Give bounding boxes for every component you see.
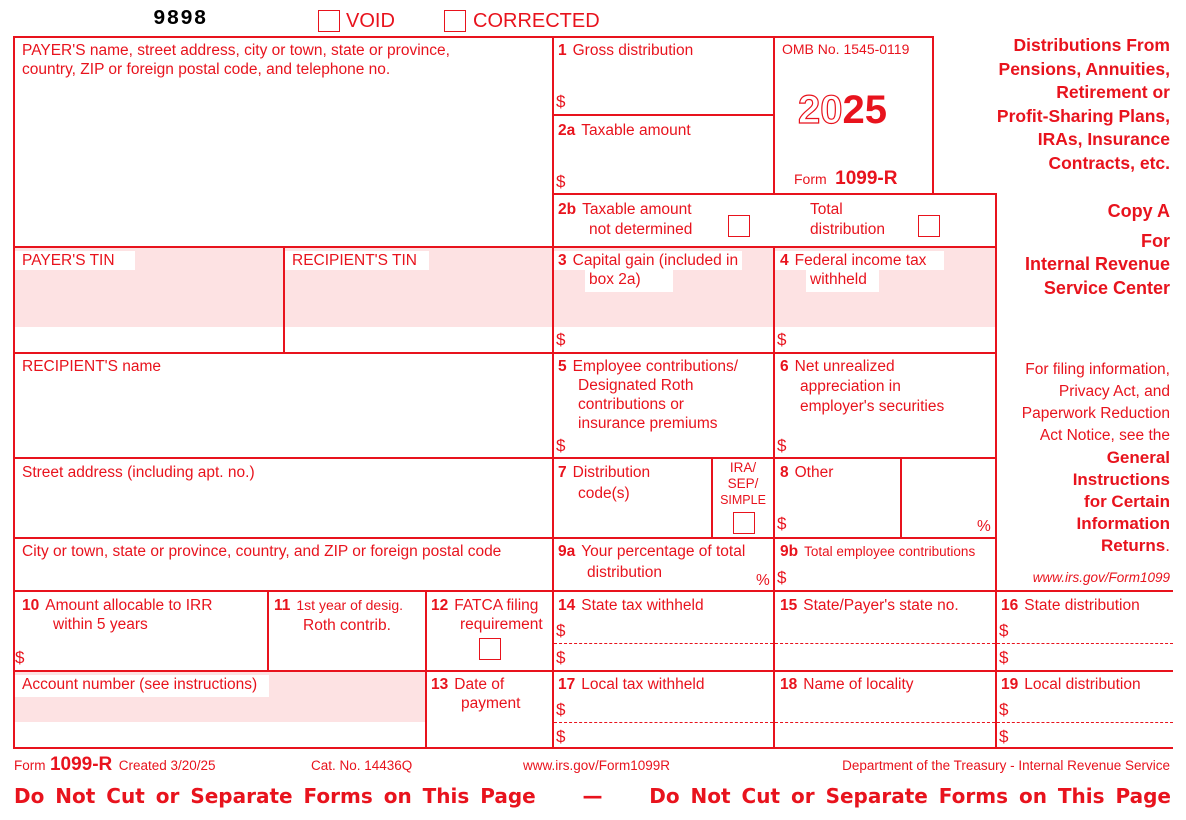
- box9b-number: 9b: [780, 543, 799, 560]
- box5-dollar: $: [556, 436, 566, 455]
- box5-label-line3: contributions or: [578, 396, 684, 413]
- copy-label: Copy A: [1107, 201, 1170, 221]
- box3-number: 3: [558, 252, 567, 269]
- box4-label-line2: withheld: [806, 270, 879, 292]
- box19-dollar-1: $: [999, 700, 1009, 719]
- instructions-block: [1022, 359, 1170, 557]
- box19-dollar-2: $: [999, 727, 1009, 746]
- box10-dollar: $: [15, 648, 25, 667]
- footer-department: Department of the Treasury - Internal Revenue Service: [842, 758, 1170, 773]
- box1-number: 1: [558, 42, 567, 59]
- copy-designation: [1025, 200, 1170, 300]
- box19-label: Local distribution: [1024, 676, 1141, 693]
- title-line-1: Distributions From: [1013, 35, 1170, 55]
- do-not-cut-left: Do Not Cut or Separate Forms on This Page: [14, 784, 536, 808]
- box8-label: Other: [794, 464, 834, 481]
- copy-line2: Service Center: [1043, 277, 1170, 298]
- form-title: [997, 34, 1170, 175]
- omb-form-word: Form: [794, 171, 827, 187]
- box4-dollar: $: [777, 330, 787, 349]
- box2a-dollar: $: [556, 172, 566, 191]
- box7-label-line1: Distribution: [572, 464, 651, 481]
- ira-line3: SIMPLE: [720, 493, 766, 507]
- box15-label: State/Payer's state no.: [803, 597, 959, 614]
- box6-label-line2: appreciation in: [800, 378, 901, 395]
- box6-label-line1: Net unrealized: [794, 358, 895, 375]
- box2a-label: Taxable amount: [581, 122, 691, 139]
- box9a-percent: %: [756, 572, 770, 589]
- box17-label: Local tax withheld: [581, 676, 705, 693]
- do-not-cut-right: Do Not Cut or Separate Forms on This Page: [649, 784, 1171, 808]
- box4-label-line1: Federal income tax: [794, 252, 927, 269]
- box15-number: 15: [780, 597, 798, 614]
- instructions-bold2: Instructions: [1072, 470, 1170, 489]
- box13-label-line2: payment: [461, 695, 521, 712]
- box8-percent: %: [977, 518, 991, 535]
- box8-dollar: $: [777, 514, 787, 533]
- box8-number: 8: [780, 464, 789, 481]
- ira-line1: IRA/: [729, 460, 757, 475]
- tax-year: [798, 88, 887, 132]
- instructions-url[interactable]: www.irs.gov/Form1099: [1032, 570, 1170, 585]
- footer-url[interactable]: www.irs.gov/Form1099R: [523, 758, 671, 773]
- footer-created: Created 3/20/25: [118, 758, 216, 773]
- box4-number: 4: [780, 252, 789, 269]
- box13-label-line1: Date of: [454, 676, 505, 693]
- box12-label-line2: requirement: [460, 616, 543, 633]
- box16-label: State distribution: [1024, 597, 1140, 614]
- box14-dollar-1: $: [556, 621, 566, 640]
- void-checkbox[interactable]: [318, 10, 340, 32]
- box14-number: 14: [558, 597, 576, 614]
- tax-year-suffix: 25: [842, 88, 887, 132]
- box11-number: 11: [274, 597, 291, 614]
- box2b-label-line2: not determined: [589, 221, 693, 238]
- instructions-bold3: for Certain: [1084, 492, 1170, 511]
- void-label: VOID: [346, 10, 395, 32]
- title-line-2: Pensions, Annuities,: [998, 58, 1170, 79]
- box19-number: 19: [1001, 676, 1019, 693]
- corrected-checkbox[interactable]: [444, 10, 466, 32]
- do-not-cut-banner: [14, 783, 1171, 809]
- total-distribution-line1: Total: [810, 201, 843, 218]
- box11-label-line1: 1st year of desig.: [296, 597, 404, 613]
- payer-label-line1: PAYER'S name, street address, city or town, state or province,: [22, 42, 450, 59]
- box16-dollar-2: $: [999, 648, 1009, 667]
- box16-number: 16: [1001, 597, 1019, 614]
- title-line-3: Retirement or: [1056, 82, 1170, 102]
- instructions-bold5: Returns: [1101, 536, 1166, 555]
- payer-tin-label: PAYER'S TIN: [15, 251, 135, 270]
- recipient-tin-label: RECIPIENT'S TIN: [285, 251, 429, 270]
- box13-number: 13: [431, 676, 449, 693]
- footer-form-word: Form: [14, 758, 46, 773]
- tax-year-prefix: 20: [798, 88, 843, 132]
- box7-label-line2: code(s): [578, 485, 630, 502]
- instructions-line1: For filing information,: [1025, 361, 1170, 378]
- box6-dollar: $: [777, 436, 787, 455]
- instructions-line2: Privacy Act, and: [1058, 383, 1170, 400]
- box2a-number: 2a: [558, 122, 576, 139]
- taxable-not-determined-checkbox[interactable]: [728, 215, 750, 237]
- box10-label-line2: within 5 years: [53, 616, 148, 633]
- omb-form-name: 1099-R: [835, 168, 898, 189]
- ira-sep-simple-checkbox[interactable]: [733, 512, 755, 534]
- fatca-checkbox[interactable]: [479, 638, 501, 660]
- box14-dollar-2: $: [556, 648, 566, 667]
- box1-label: Gross distribution: [572, 42, 694, 59]
- box17-number: 17: [558, 676, 576, 693]
- title-line-6: Contracts, etc.: [1048, 152, 1170, 173]
- box9a-label-line1: Your percentage of total: [581, 543, 746, 560]
- box7-number: 7: [558, 464, 567, 481]
- box3-dollar: $: [556, 330, 566, 349]
- ira-line2: SEP/: [727, 476, 759, 491]
- city-label: City or town, state or province, country, and ZIP or foreign postal code: [22, 543, 502, 560]
- box9a-number: 9a: [558, 543, 576, 560]
- box6-number: 6: [780, 358, 789, 375]
- instructions-bold1: General: [1106, 448, 1170, 467]
- box5-label-line1: Employee contributions/: [572, 358, 739, 375]
- box10-number: 10: [22, 597, 40, 614]
- box2b-label-line1: Taxable amount: [582, 201, 692, 218]
- box9a-label-line2: distribution: [587, 564, 662, 581]
- account-number-label: Account number (see instructions): [15, 675, 269, 697]
- copy-line1: Internal Revenue: [1024, 254, 1170, 274]
- total-distribution-line2: distribution: [810, 221, 885, 238]
- copy-for: For: [1141, 230, 1170, 251]
- box16-dollar-1: $: [999, 621, 1009, 640]
- title-line-4: Profit-Sharing Plans,: [996, 105, 1170, 126]
- corrected-label: CORRECTED: [473, 10, 600, 32]
- box17-dollar-1: $: [556, 700, 566, 719]
- title-line-5: IRAs, Insurance: [1037, 129, 1170, 149]
- box3-label-line1: Capital gain (included in: [572, 252, 739, 269]
- instructions-line3: Paperwork Reduction: [1021, 405, 1170, 422]
- box3-label-line2: box 2a): [585, 270, 673, 292]
- instructions-period: .: [1165, 536, 1170, 555]
- recipient-name-label: RECIPIENT'S name: [22, 358, 162, 375]
- instructions-bold4: Information: [1076, 514, 1170, 533]
- total-distribution-checkbox[interactable]: [918, 215, 940, 237]
- do-not-cut-dash: —: [582, 784, 603, 808]
- box17-dollar-2: $: [556, 727, 566, 746]
- box2b-number: 2b: [558, 201, 577, 218]
- instructions-line4: Act Notice, see the: [1039, 427, 1170, 444]
- box9b-dollar: $: [777, 568, 787, 587]
- box12-number: 12: [431, 597, 449, 614]
- box6-label-line3: employer's securities: [800, 398, 945, 415]
- box18-number: 18: [780, 676, 798, 693]
- box12-label-line1: FATCA filing: [454, 597, 539, 614]
- box9b-label: Total employee contributions: [804, 544, 976, 559]
- box5-number: 5: [558, 358, 567, 375]
- box18-label: Name of locality: [803, 676, 914, 693]
- box5-label-line2: Designated Roth: [578, 377, 694, 394]
- box5-label-line4: insurance premiums: [578, 415, 718, 432]
- box1-dollar: $: [556, 92, 566, 111]
- street-address-label: Street address (including apt. no.): [22, 464, 255, 481]
- box10-label-line1: Amount allocable to IRR: [45, 597, 213, 614]
- omb-number: OMB No. 1545-0119: [782, 41, 910, 57]
- box14-label: State tax withheld: [581, 597, 704, 614]
- box11-label-line2: Roth contrib.: [303, 617, 391, 634]
- form-id-number: 9898: [153, 8, 208, 31]
- footer-cat-no: Cat. No. 14436Q: [311, 758, 413, 773]
- payer-label-line2: country, ZIP or foreign postal code, and telephone no.: [22, 61, 391, 78]
- footer-form-name: 1099-R: [49, 754, 113, 775]
